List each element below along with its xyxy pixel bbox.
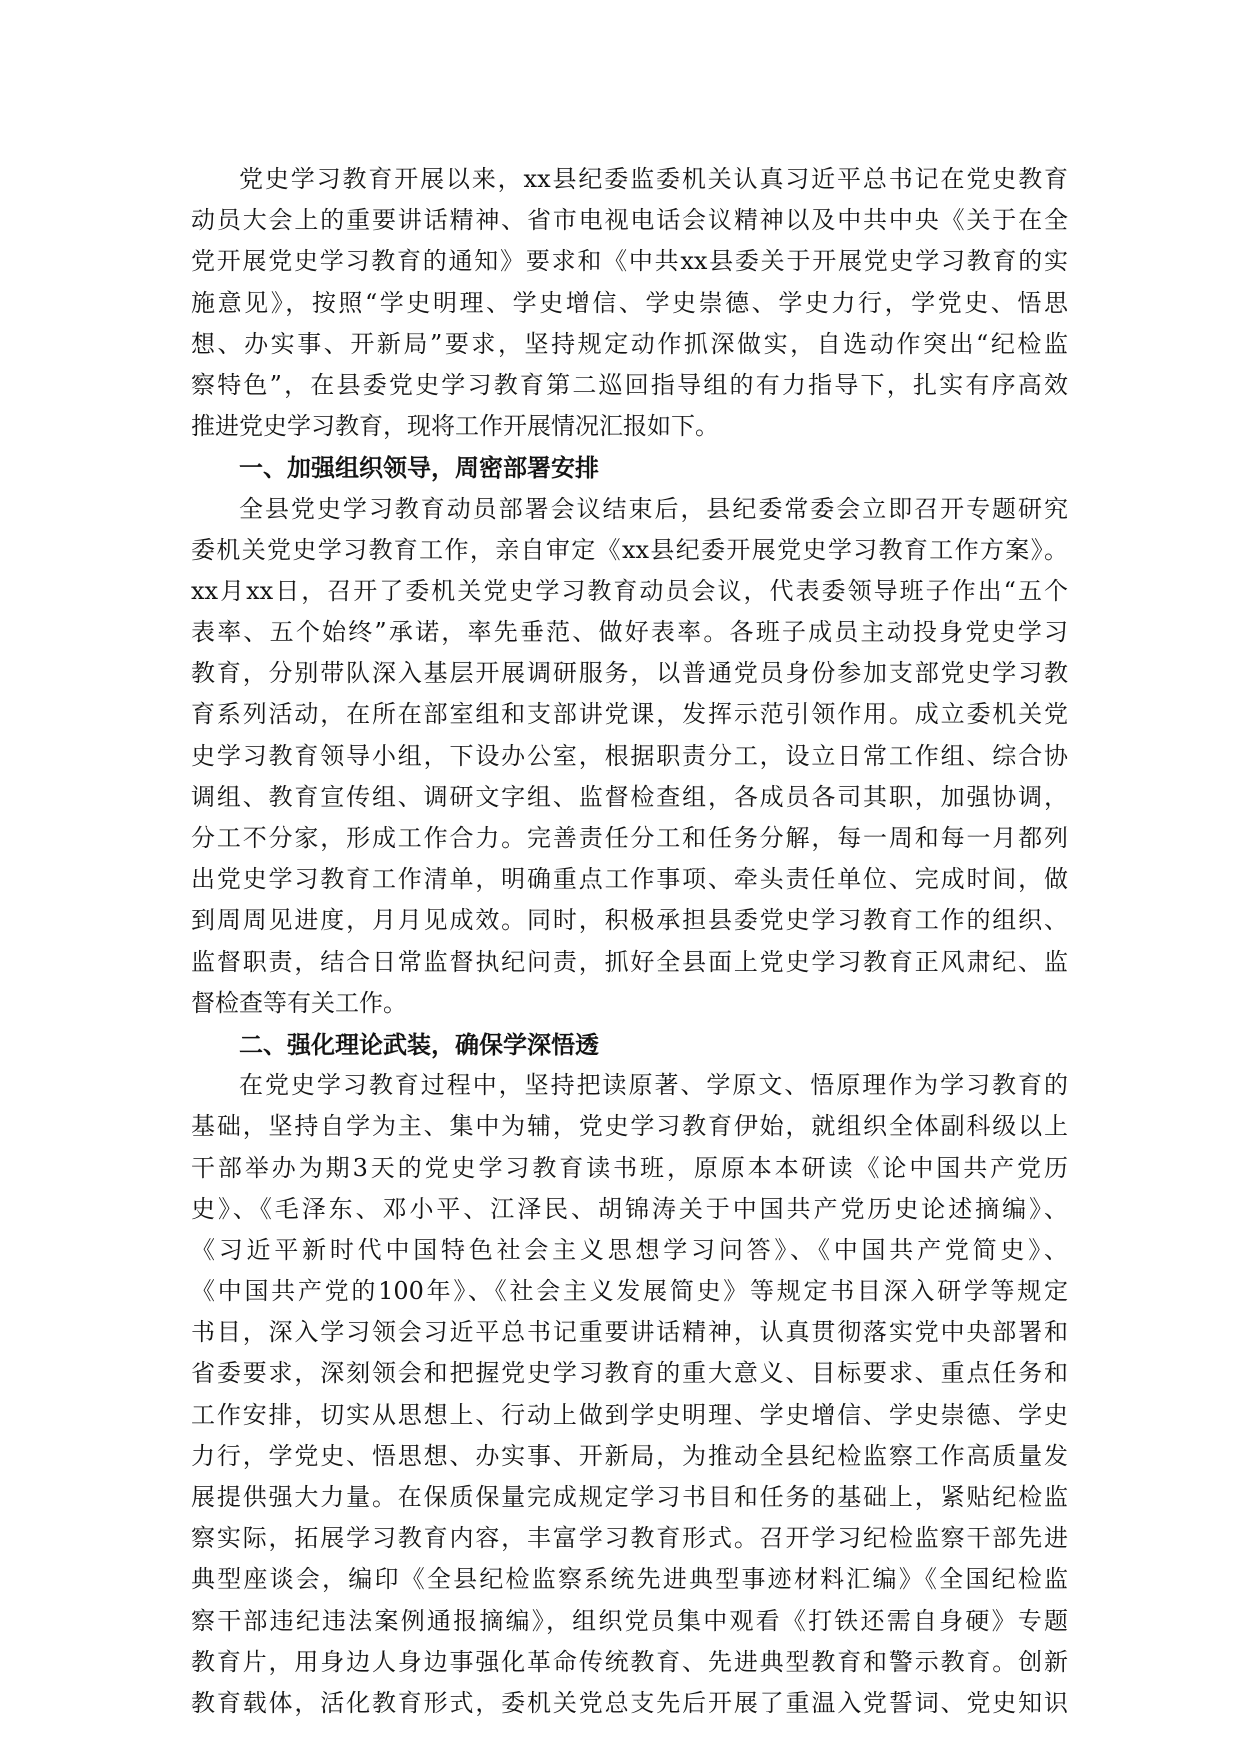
intro-paragraph [191, 159, 1068, 447]
paragraph-line: 调组、教育宣传组、调研文字组、监督检查组，各成员各司其职，加强协调， [191, 782, 1068, 811]
paragraph-line: 书目，深入学习领会习近平总书记重要讲话精神，认真贯彻落实党中央部署和 [191, 1318, 1068, 1347]
paragraph-line: 展提供强大力量。在保质保量完成规定学习书目和任务的基础上，紧贴纪检监 [191, 1483, 1068, 1511]
section-1-paragraph [191, 489, 1068, 1024]
paragraph-line: 委机关党史学习教育工作，亲自审定《xx县纪委开展党史学习教育工作方案》。 [191, 535, 1068, 564]
paragraph-line: 省委要求，深刻领会和把握党史学习教育的重大意义、目标要求、重点任务和 [191, 1359, 1068, 1388]
paragraph-line: 察干部违纪违法案例通报摘编》，组织党员集中观看《打铁还需自身硬》专题 [191, 1606, 1068, 1635]
paragraph-line: 出党史学习教育工作清单，明确重点工作事项、牵头责任单位、完成时间，做 [191, 865, 1068, 894]
paragraph-line: 推进党史学习教育，现将工作开展情况汇报如下。 [191, 412, 719, 441]
paragraph-line: 全县党史学习教育动员部署会议结束后，县纪委常委会立即召开专题研究 [239, 494, 1068, 523]
paragraph-line: 监督职责，结合日常监督执纪问责，抓好全县面上党史学习教育正风肃纪、监 [191, 947, 1068, 976]
paragraph-line: 史》、《毛泽东、邓小平、江泽民、胡锦涛关于中国共产党历史论述摘编》、 [191, 1194, 1068, 1223]
paragraph-line: 想、办实事、开新局”要求，坚持规定动作抓深做实，自选动作突出“纪检监 [191, 329, 1068, 358]
paragraph-line: 《习近平新时代中国特色社会主义思想学习问答》、《中国共产党简史》、 [191, 1235, 1068, 1264]
paragraph-line: 察实际，拓展学习教育内容，丰富学习教育形式。召开学习纪检监察干部先进 [191, 1524, 1068, 1553]
paragraph-line: 动员大会上的重要讲话精神、省市电视电话会议精神以及中共中央《关于在全 [191, 206, 1068, 235]
paragraph-line: 工作安排，切实从思想上、行动上做到学史明理、学史增信、学史崇德、学史 [191, 1400, 1068, 1429]
paragraph-line: 典型座谈会，编印《全县纪检监察系统先进典型事迹材料汇编》《全国纪检监 [191, 1565, 1068, 1594]
paragraph-line: xx月xx日，召开了委机关党史学习教育动员会议，代表委领导班子作出“五个 [191, 576, 1068, 605]
paragraph-line: 教育片，用身边人身边事强化革命传统教育、先进典型教育和警示教育。创新 [191, 1647, 1068, 1676]
section-1-heading: 一、加强组织领导，周密部署安排 [239, 453, 599, 483]
document-body [191, 159, 1068, 1724]
paragraph-line: 表率、五个始终”承诺，率先垂范、做好表率。各班子成员主动投身党史学习 [191, 618, 1068, 647]
paragraph-line: 教育，分别带队深入基层开展调研服务，以普通党员身份参加支部党史学习教 [191, 659, 1068, 688]
paragraph-line: 《中国共产党的100年》、《社会主义发展简史》等规定书目深入研学等规定 [191, 1277, 1068, 1306]
paragraph-line: 干部举办为期3天的党史学习教育读书班，原原本本研读《论中国共产党历 [191, 1153, 1068, 1182]
paragraph-line: 党史学习教育开展以来，xx县纪委监委机关认真习近平总书记在党史教育 [239, 165, 1068, 193]
paragraph-line: 察特色”，在县委党史学习教育第二巡回指导组的有力指导下，扎实有序高效 [191, 370, 1068, 399]
paragraph-line: 到周周见进度，月月见成效。同时，积极承担县委党史学习教育工作的组织、 [191, 906, 1068, 935]
section-2-heading: 二、强化理论武装，确保学深悟透 [239, 1029, 599, 1059]
paragraph-line: 史学习教育领导小组，下设办公室，根据职责分工，设立日常工作组、综合协 [191, 741, 1068, 770]
paragraph-line: 基础，坚持自学为主、集中为辅，党史学习教育伊始，就组织全体副科级以上 [191, 1112, 1068, 1141]
paragraph-line: 育系列活动，在所在部室组和支部讲党课，发挥示范引领作用。成立委机关党 [191, 700, 1068, 729]
paragraph-line: 教育载体，活化教育形式，委机关党总支先后开展了重温入党誓词、党史知识 [191, 1688, 1068, 1717]
section-2-paragraph [191, 1065, 1068, 1724]
paragraph-line: 施意见》，按照“学史明理、学史增信、学史崇德、学史力行，学党史、悟思 [191, 288, 1068, 317]
paragraph-line: 督检查等有关工作。 [191, 988, 407, 1017]
paragraph-line: 分工不分家，形成工作合力。完善责任分工和任务分解，每一周和每一月都列 [191, 824, 1068, 852]
paragraph-line: 在党史学习教育过程中，坚持把读原著、学原文、悟原理作为学习教育的 [239, 1071, 1068, 1100]
section-2 [191, 1024, 1068, 1724]
paragraph-line: 力行，学党史、悟思想、办实事、开新局，为推动全县纪检监察工作高质量发 [191, 1441, 1068, 1470]
paragraph-line: 党开展党史学习教育的通知》要求和《中共xx县委关于开展党史学习教育的实 [191, 247, 1068, 276]
section-1 [191, 447, 1068, 1024]
